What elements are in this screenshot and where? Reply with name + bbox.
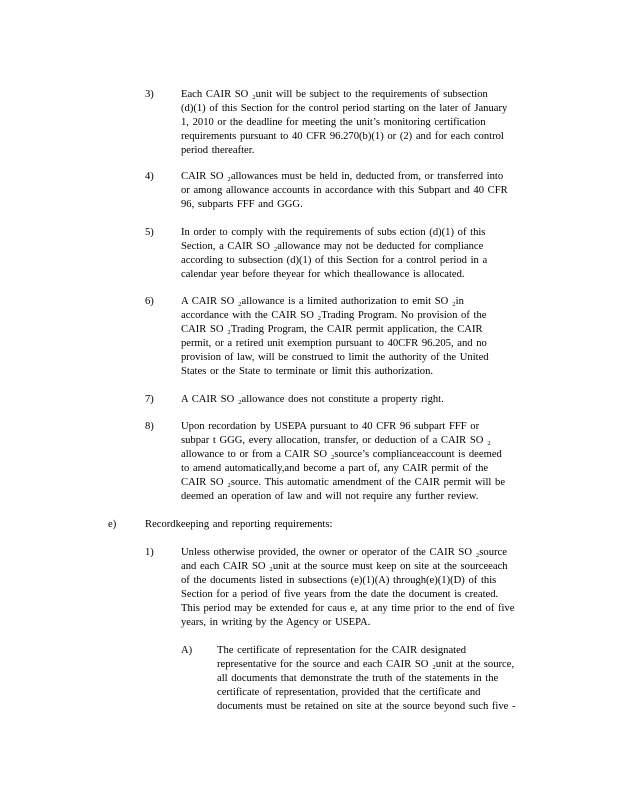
item-text [181, 295, 534, 379]
text-line: The certificate of representation for the CAIR designated [217, 645, 467, 656]
item-text [181, 88, 534, 158]
text-line: deemed an operation of law and will not require any further review. [181, 491, 479, 502]
text-line: and each CAIR SO ₂unit at the source must keep on site at the sourceeach [181, 561, 508, 572]
text-line: This period may be extended for caus e, at any time prior to the end of five [181, 603, 515, 614]
text-line: or among allowance accounts in accordance with this Subpart and 40 CFR [181, 185, 508, 196]
text-line: certificate of representation, provided that the certificate and [217, 687, 481, 698]
text-line: Each CAIR SO ₂unit will be subject to the requirements of subsection [181, 89, 488, 100]
item-label: A) [181, 645, 193, 656]
item-label: 1) [145, 547, 154, 558]
text-line: CAIR SO ₂source. This automatic amendment of the CAIR permit will be [181, 477, 506, 488]
text-line: period thereafter. [181, 145, 255, 156]
text-line: according to subsection (d)(1) of this Section for a control period in a [181, 255, 488, 266]
item-text [217, 644, 541, 714]
text-line: all documents that demonstrate the truth of the statements in the [217, 673, 499, 684]
text-line: years, in writing by the Agency or USEPA. [181, 617, 371, 628]
item-text [181, 546, 541, 630]
text-line: Upon recordation by USEPA pursuant to 40 CFR 96 subpart FFF or [181, 421, 480, 432]
item-text [181, 170, 534, 212]
text-line: Unless otherwise provided, the owner or operator of the CAIR SO ₂source [181, 547, 507, 558]
text-line: A CAIR SO ₂allowance does not constitute a property right. [181, 394, 444, 405]
item-text [181, 420, 534, 504]
text-line: to amend automatically,and become a part of, any CAIR permit of the [181, 463, 489, 474]
item-text [181, 393, 534, 407]
item-label: 3) [145, 89, 154, 100]
text-line: CAIR SO ₂Trading Program, the CAIR permit application, the CAIR [181, 324, 483, 335]
text-line: allowance to or from a CAIR SO ₂source’s complianceaccount is deemed [181, 449, 502, 460]
text-line: of the documents listed in subsections (e)(1)(A) through(e)(1)(D) of this [181, 575, 497, 586]
text-line: accordance with the CAIR SO ₂Trading Program. No provision of the [181, 310, 487, 321]
text-line: In order to comply with the requirements of subs ection (d)(1) of this [181, 227, 486, 238]
item-label: 4) [145, 171, 154, 182]
text-line: calendar year before theyear for which theallowance is allocated. [181, 269, 465, 280]
text-line: (d)(1) of this Section for the control period starting on the later of January [181, 103, 508, 114]
item-text [145, 518, 385, 532]
text-line: permit, or a retired unit exemption pursuant to 40CFR 96.205, and no [181, 338, 487, 349]
item-label: e) [108, 519, 117, 530]
text-line: documents must be retained on site at the source beyond such five - [217, 701, 516, 712]
text-line: Section for a period of five years from the date the document is created. [181, 589, 499, 600]
text-line: 96, subparts FFF and GGG. [181, 199, 303, 210]
text-line: subpar t GGG, every allocation, transfer, or deduction of a CAIR SO ₂ [181, 435, 491, 446]
text-line: Recordkeeping and reporting requirements: [145, 519, 333, 530]
text-line: 1, 2010 or the deadline for meeting the unit’s monitoring certification [181, 117, 486, 128]
item-label: 8) [145, 421, 154, 432]
item-text [181, 226, 534, 282]
text-line: CAIR SO ₂allowances must be held in, deducted from, or transferred into [181, 171, 504, 182]
item-label: 5) [145, 227, 154, 238]
text-line: Section, a CAIR SO ₂allowance may not be deducted for compliance [181, 241, 484, 252]
text-line: requirements pursuant to 40 CFR 96.270(b)(1) or (2) and for each control [181, 131, 504, 142]
text-line: provision of law, will be construed to limit the authority of the United [181, 352, 489, 363]
item-label: 6) [145, 296, 154, 307]
item-label: 7) [145, 394, 154, 405]
text-line: States or the State to terminate or limit this authorization. [181, 366, 434, 377]
text-line: A CAIR SO ₂allowance is a limited authorization to emit SO ₂in [181, 296, 464, 307]
text-line: representative for the source and each CAIR SO ₂unit at the source, [217, 659, 515, 670]
